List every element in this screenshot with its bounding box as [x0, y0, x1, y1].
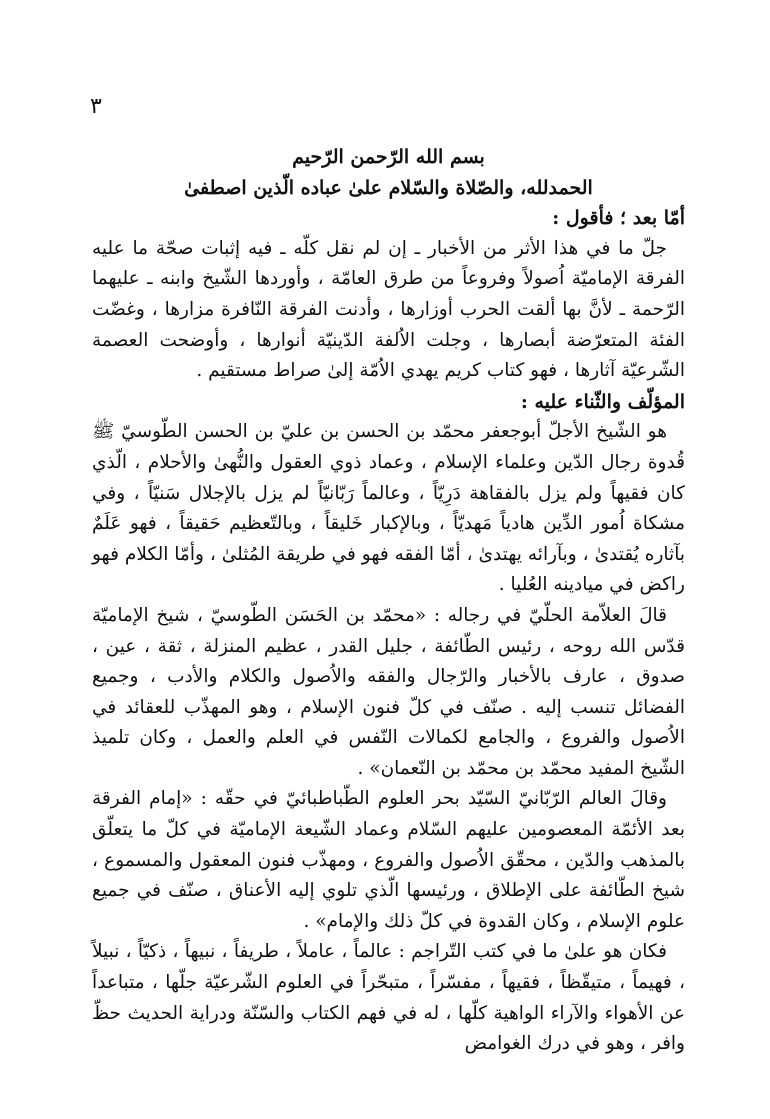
author-heading: المؤلّف والثّناء عليه : — [520, 390, 685, 413]
amma-bad-heading: أمّا بعد ؛ فأقول : — [552, 207, 685, 230]
author-paragraph: هو الشّيخ الأجلّ أبوجعفر محمّد بن الحسن بن عليّ بن الحسن الطّوسيّ ﷺ قُدوة رجال الدّين وعلماء الإسلام ، وعماد ذوي العقول والنُّهىٰ والأحلام ، الّذي كان فقيهاً ولم يزل بالفقاهة دَرِيّاً ، وعالماً رَبّانيّاً لم يزل بالإجلال سَنيّاً ، وفي مشكاة اُمور الدِّين هادياً مَهديّاً ، وبالإكبار خَليقاً ، وبالتّعظيم حَقيقاً ، فهو عَلَمٌ بآثاره يُقتدىٰ ، وبآرائه يهتدىٰ ، أمّا الفقه فهو في طريقة المُثلىٰ ، وأمّا الكلام فهو راكض في ميادينه العُليا . — [92, 421, 685, 596]
hamdala: الحمدلله، والصّلاة والسّلام علىٰ عباده الّذين اصطفىٰ — [184, 176, 593, 199]
allama-quote-paragraph: قالَ العلاّمة الحلّيّ في رجاله : «محمّد بن الحَسَن الطّوسيّ ، شيخ الإماميّة قدّس الله روحه ، رئيس الطّائفة ، جليل القدر ، عظيم المنزلة ، ثقة ، عين ، صدوق ، عارف بالأخبار والرّجال والفقه والاُصول والكلام والأدب ، وجميع الفضائل تنسب إليه . صنّف في كلّ فنون الإسلام ، وهو المهذّب للعقائد في الاُصول والفروع ، والجامع لكمالات النّفس في العلم والعمل ، وكان تلميذ الشّيخ المفيد محمّد بن محمّد بن النّعمان» . — [92, 604, 685, 779]
intro-paragraph: جلّ ما في هذا الأثر من الأخبار ـ إن لم نقل كلّه ـ فيه إثبات صحّة ما عليه الفرقة الإماميّة اُصولاً وفروعاً من طرق العامّة ، وأوردها الشّيخ وابنه ـ عليهما الرّحمة ـ لأنَّ بها ألقت الحرب أوزارها ، وأدنت الفرقة النّافرة مزارها ، وغضّت الفئة المتعرّضة أبصارها ، وجلت الاُلفة الدّينيّة أنوارها ، وأوضحت العصمة الشّرعيّة آثارها ، فهو كتاب كريم يهدي الاُمّة إلىٰ صراط مستقيم . — [92, 237, 686, 382]
page-body — [92, 142, 685, 1060]
tarajim-paragraph: فكان هو علىٰ ما في كتب التّراجم : عالماً ، عاملاً ، طريفاً ، نبيهاً ، ذكيّاً ، نبيلاً ، فهيماً ، متيقّظاً ، فقيهاً ، مفسّراً ، متبحّراً في العلوم الشّرعيّة جلّها ، متباعداً عن الأهواء والآراء الواهية كلّها ، له في فهم الكتاب والسّنّة ودراية الحديث حظّ وافر ، وهو في درك الغوامض — [92, 941, 685, 1055]
basmala: بسم الله الرّحمن الرّحيم — [292, 146, 485, 168]
page-number: ٣ — [90, 94, 102, 119]
bahr-al-ulum-quote-paragraph: وقالَ العالم الرّبّانيّ السّيّد بحر العلوم الطّباطبائيّ في حقّه : «إمام الفرقة بعد الأئمّة المعصومين عليهم السّلام وعماد الشّيعة الإماميّة في كلّ ما يتعلّق بالمذهب والدّين ، محقّق الاُصول والفروع ، ومهذّب فنون المعقول والمسموع ، شيخ الطّائفة على الإطلاق ، ورئيسها الّذي تلوي إليه الأعناق ، صنّف في جميع علوم الإسلام ، وكان القدوة في كلّ ذلك والإمام» . — [92, 788, 685, 932]
